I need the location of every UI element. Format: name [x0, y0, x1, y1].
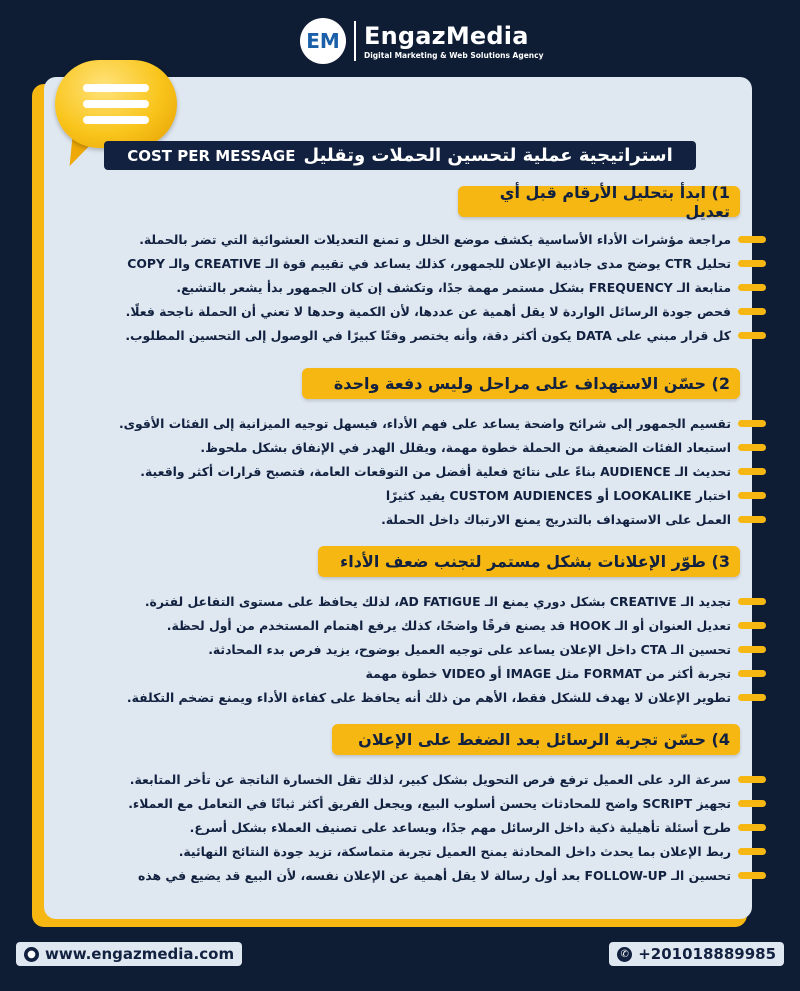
bullet-bar [738, 824, 766, 831]
list-item: العمل على الاستهداف بالتدريج يمنع الارتباك داخل الحملة. [381, 508, 766, 530]
list-item: تطوير الإعلان لا يهدف للشكل فقط، الأهم من ذلك أنه يحافظ على كفاءة الأداء ويمنع تضخم التكلفة. [127, 686, 766, 708]
list-item: ربط الإعلان بما يحدث داخل المحادثة يمنح العميل تجربة متماسكة، تزيد جودة النتائج النهائية. [179, 840, 766, 862]
chat-bubble-icon [55, 60, 177, 148]
brand-text [364, 22, 543, 60]
bullet-bar [738, 468, 766, 475]
brand-tagline: Digital Marketing & Web Solutions Agency [364, 51, 544, 60]
logo-divider [354, 21, 356, 61]
list-item: تحسين الـ CTA داخل الإعلان يساعد على توجيه العميل بوضوح، يزيد فرص بدء المحادثة. [208, 638, 766, 660]
website-text: www.engazmedia.com [45, 945, 235, 963]
bubble-line [83, 84, 149, 92]
bullet-bar [738, 236, 766, 243]
list-item: استبعاد الفئات الضعيفة من الحملة خطوة مهمة، ويقلل الهدر في الإنفاق بشكل ملحوظ. [200, 436, 766, 458]
list-item: طرح أسئلة تأهيلية ذكية داخل الرسائل مهم جدًا، ويساعد على تصنيف العملاء بشكل أسرع. [190, 816, 766, 838]
bullet-bar [738, 420, 766, 427]
bubble-line [83, 100, 149, 108]
globe-icon: ● [24, 947, 39, 962]
list-item: مراجعة مؤشرات الأداء الأساسية يكشف موضع الخلل و تمنع التعديلات العشوائية التي تضر بالحملة. [139, 228, 766, 250]
bullet-bar [738, 872, 766, 879]
bullet-bar [738, 622, 766, 629]
bullet-bar [738, 694, 766, 701]
bullet-bar [738, 516, 766, 523]
list-item: فحص جودة الرسائل الواردة لا يقل أهمية عن عددها، لأن الكمية وحدها لا تعني أن الحملة ناجحة فعلًا. [126, 300, 766, 322]
list-item: كل قرار مبني على DATA يكون أكثر دقة، وأنه يختصر وقتًا كبيرًا في الوصول إلى التحسين المطلوب. [125, 324, 766, 346]
list-item: متابعة الـ FREQUENCY بشكل مستمر مهمة جدًا، وتكشف إن كان الجمهور بدأ يشعر بالتشبع. [176, 276, 766, 298]
bullet-bar [738, 598, 766, 605]
section-heading: 3) طوّر الإعلانات بشكل مستمر لتجنب ضعف الأداء [318, 546, 740, 577]
bullet-bar [738, 308, 766, 315]
brand-name: EngazMedia [364, 22, 529, 50]
bullet-bar [738, 800, 766, 807]
bullet-bar [738, 284, 766, 291]
list-item: تجربة أكثر من FORMAT مثل IMAGE أو VIDEO خطوة مهمة [366, 662, 766, 684]
list-item: تجهيز SCRIPT واضح للمحادثات يحسن أسلوب البيع، ويجعل الفريق أكثر ثباتًا في التعامل مع العملاء. [128, 792, 766, 814]
bullet-bar [738, 444, 766, 451]
list-item: تقسيم الجمهور إلى شرائح واضحة يساعد على فهم الأداء، فيسهل توجيه الميزانية إلى الفئات الأقوى. [119, 412, 766, 434]
list-item: تعديل العنوان أو الـ HOOK قد يصنع فرقًا واضحًا، كذلك يرفع اهتمام المستخدم من أول لحظة. [167, 614, 766, 636]
bullet-bar [738, 260, 766, 267]
section-heading: 1) ابدأ بتحليل الأرقام قبل أي تعديل [458, 186, 740, 217]
list-item: تحسين الـ FOLLOW-UP بعد أول رسالة لا يقل أهمية عن الإعلان نفسه، لأن البيع قد يضيع في هذه [138, 864, 766, 886]
bullet-bar [738, 492, 766, 499]
list-item: تحليل CTR يوضح مدى جاذبية الإعلان للجمهور، كذلك يساعد في تقييم قوة الـ CREATIVE والـ COPY [127, 252, 766, 274]
list-item: سرعة الرد على العميل ترفع فرص التحويل بشكل كبير، لذلك تقل الخسارة الناتجة عن تأخر المتابعة. [130, 768, 766, 790]
website-link[interactable] [16, 942, 242, 966]
section-heading: 4) حسّن تجربة الرسائل بعد الضغط على الإعلان [332, 724, 740, 755]
section-heading: 2) حسّن الاستهداف على مراحل وليس دفعة واحدة [302, 368, 740, 399]
title-arabic: استراتيجية عملية لتحسين الحملات وتقليل [303, 145, 673, 166]
page-title [104, 141, 696, 170]
bullet-bar [738, 332, 766, 339]
phone-text: +201018889985 [638, 945, 776, 963]
title-english: COST PER MESSAGE [127, 146, 296, 165]
list-item: اختبار LOOKALIKE أو CUSTOM AUDIENCES يفيد كثيرًا [386, 484, 766, 506]
bubble-line [83, 116, 149, 124]
bullet-bar [738, 848, 766, 855]
bullet-bar [738, 776, 766, 783]
phone-link[interactable] [609, 942, 784, 966]
bullet-bar [738, 646, 766, 653]
list-item: تحديث الـ AUDIENCE بناءً على نتائج فعلية أفضل من التوقعات العامة، فتصبح قرارات أكثر واقعية. [140, 460, 766, 482]
logo-mark-icon: EM [300, 18, 346, 64]
brand-logo [300, 18, 543, 64]
list-item: تجديد الـ CREATIVE بشكل دوري يمنع الـ AD FATIGUE، لذلك يحافظ على مستوى التفاعل لفترة. [145, 590, 766, 612]
bullet-bar [738, 670, 766, 677]
phone-icon: ✆ [617, 947, 632, 962]
